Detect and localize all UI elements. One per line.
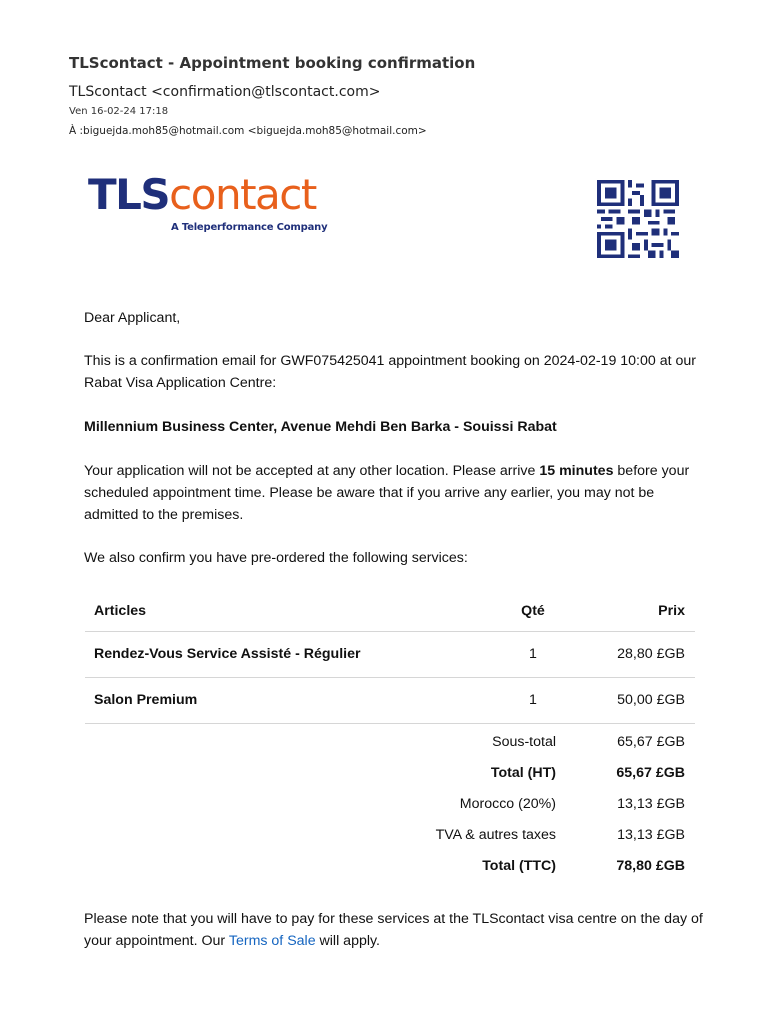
tax-morocco-value: 13,13 £GB [617,796,685,812]
services-table [85,591,695,724]
email-subject: TLScontact - Appointment booking confirmation [69,54,476,72]
tva-row [85,822,695,853]
tax-morocco-row [85,791,695,822]
tva-value: 13,13 £GB [617,827,685,843]
total-ttc-label: Total (TTC) [482,858,556,874]
total-ttc-row [85,853,695,884]
total-ht-label: Total (HT) [490,765,556,781]
row-price: 28,80 £GB [617,646,685,662]
totals-section [85,729,695,884]
total-ht-row [85,760,695,791]
greeting: Dear Applicant, [84,310,181,326]
total-ttc-value: 78,80 £GB [616,858,685,874]
payment-note [84,908,704,952]
total-ht-value: 65,67 £GB [616,765,685,781]
terms-of-sale-link[interactable]: Terms of Sale [228,933,316,949]
subtotal-value: 65,67 £GB [617,734,685,750]
arrival-minutes: 15 minutes [539,463,614,479]
subtotal-row [85,729,695,760]
header-price: Prix [658,603,685,619]
row-price: 50,00 £GB [617,692,685,708]
table-row [85,678,695,724]
logo-contact-text: contact [169,170,316,219]
arrival-instructions [84,460,704,526]
logo-tls-text: TLS [88,170,170,219]
tva-label: TVA & autres taxes [435,827,556,843]
qr-code-icon [597,180,679,258]
table-header-row [85,591,695,632]
arrival-text-end: before your scheduled appointment time. Please be aware that if you arrive any earlier, you may not be admitted to the premises. [84,463,690,523]
header-quantity: Qté [521,603,545,619]
email-date: Ven 16-02-24 17:18 [69,106,169,117]
table-row [85,632,695,678]
confirmation-paragraph: This is a confirmation email for GWF075425041 appointment booking on 2024-02-19 10:00 at our Rabat Visa Application Centre: [84,353,697,391]
row-article: Salon Premium [94,692,198,708]
header-articles: Articles [94,603,147,619]
email-recipient: À :biguejda.moh85@hotmail.com <biguejda.moh85@hotmail.com> [69,125,427,137]
email-sender[interactable]: TLScontact <confirmation@tlscontact.com> [69,84,381,100]
row-quantity: 1 [529,646,537,662]
logo-wordmark [88,170,338,220]
tlscontact-logo [88,170,338,240]
arrival-text-start: Your application will not be accepted at any other location. Please arrive [84,463,540,479]
services-intro: We also confirm you have pre-ordered the following services: [84,550,468,566]
row-quantity: 1 [529,692,537,708]
subtotal-label: Sous-total [492,734,556,750]
row-article: Rendez-Vous Service Assisté - Régulier [94,646,361,662]
logo-tagline: A Teleperformance Company [171,222,328,233]
payment-text-end: will apply. [315,933,380,949]
tax-morocco-label: Morocco (20%) [459,796,556,812]
centre-address: Millennium Business Center, Avenue Mehdi Ben Barka - Souissi Rabat [84,419,557,435]
payment-text-start: Please note that you will have to pay for these services at the TLScontact visa centre on the day of your appointment. Our [84,911,703,949]
